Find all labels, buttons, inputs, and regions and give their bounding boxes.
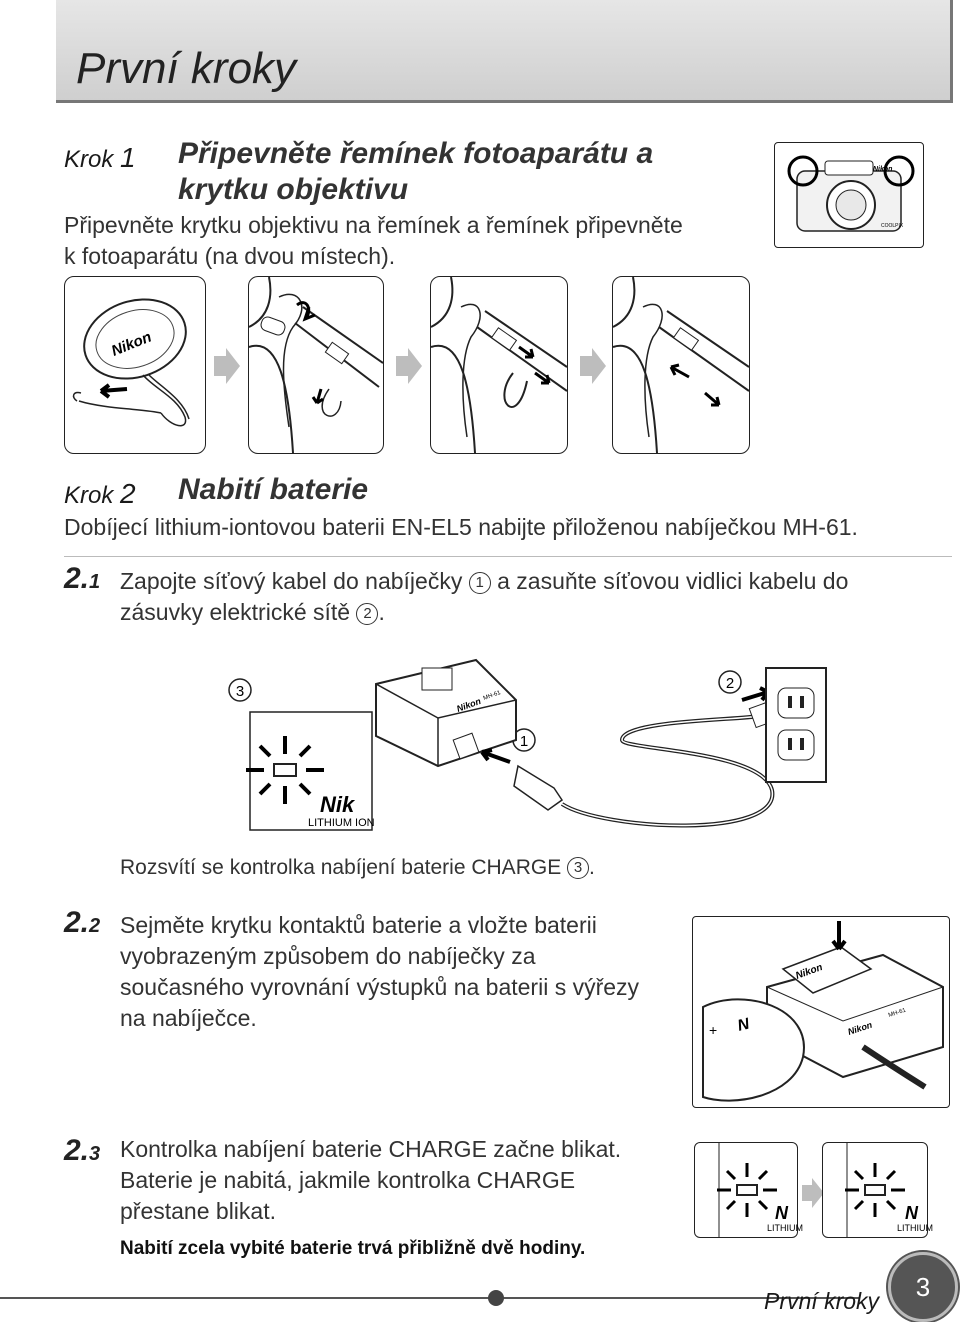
step1-text-line1: Připevněte krytku objektivu na řemínek a řemínek připevněte (64, 212, 683, 238)
strap-figure-1 (64, 276, 206, 454)
step1-heading-line2: krytku objektivu (178, 173, 409, 206)
sub22-text (120, 910, 639, 1034)
step-number: 1 (120, 142, 136, 173)
camera-brand-text: Nikon (873, 166, 893, 173)
strap-figure-3 (430, 276, 568, 454)
sub23-line: Kontrolka nabíjení baterie CHARGE začne blikat. (120, 1136, 622, 1162)
sub22-line: na nabíječce. (120, 1005, 257, 1031)
sub23-text (120, 1134, 621, 1227)
inset-brand: Nik (320, 792, 355, 817)
strap-figure-2 (248, 276, 384, 454)
battery-brand: Nikon (794, 961, 825, 982)
step1-heading (178, 136, 653, 208)
callout-1-marker: 1 (519, 733, 529, 750)
sub23-line: Baterie je nabitá, jakmile kontrolka CHARGE (120, 1167, 576, 1193)
strap-step4-illustration (613, 277, 749, 453)
substep-number (64, 906, 100, 940)
sub21-line1-a: Zapojte síťový kabel do nabíječky (120, 568, 463, 594)
brand-partial: N (775, 1203, 788, 1223)
footer-dot-icon (488, 1290, 504, 1306)
charge-time-note: Nabití zcela vybité baterie trvá přibližně dvě hodiny. (120, 1238, 586, 1259)
callout-3: 3 (567, 857, 589, 879)
charger-model: MH-61 (482, 690, 502, 702)
substep-number (64, 562, 100, 596)
strap-step2-illustration (249, 277, 383, 453)
page-title: První kroky (76, 44, 297, 93)
step2-text: Dobíjecí lithium-iontovou baterii EN-EL5 nabijte přiloženou nabíječkou MH-61. (64, 514, 858, 540)
charger-model: MH-61 (887, 1007, 907, 1019)
step-word: Krok (64, 146, 114, 173)
lens-cap-illustration (65, 277, 205, 453)
substep-main: 2. (64, 906, 90, 939)
sub21-caption (120, 852, 595, 883)
sub21-text (120, 566, 848, 628)
charger-brand: Nikon (455, 695, 483, 714)
indicator-steady-figure (822, 1142, 933, 1238)
caption-text: Rozsvítí se kontrolka nabíjení baterie CHARGE (120, 856, 562, 879)
caption-end: . (589, 856, 595, 879)
substep-minor: 3 (89, 1143, 101, 1165)
indicator-steady-illustration (823, 1143, 933, 1237)
lens-cap-brand: Nikon (109, 328, 155, 360)
brand-partial: N (905, 1203, 918, 1223)
step2-heading: Nabití baterie (178, 473, 369, 506)
sub22-line: Sejměte krytku kontaktů baterie a vložte baterii (120, 912, 597, 938)
indicator-blinking-illustration (695, 1143, 803, 1237)
battery-insert-figure (692, 916, 950, 1108)
sub21-line2-a: zásuvky elektrické sítě (120, 599, 351, 625)
substep-main: 2. (64, 562, 90, 595)
substep-number (64, 1134, 100, 1168)
camera-figure (774, 142, 924, 248)
plus-icon: + (709, 1022, 718, 1038)
charger-brand: Nikon (846, 1019, 874, 1037)
sub21-line1 (120, 566, 848, 597)
strap-step3-illustration (431, 277, 567, 453)
divider (64, 556, 952, 557)
page-number: 3 (888, 1252, 958, 1322)
arrow-right-icon (212, 346, 242, 386)
callout-2: 2 (356, 603, 378, 625)
arrow-right-icon (394, 346, 424, 386)
callout-3-marker: 3 (235, 683, 245, 700)
camera-model-text: COOLPIX (881, 223, 904, 229)
step1-heading-line1: Připevněte řemínek fotoaparátu a (178, 137, 654, 170)
substep-main: 2. (64, 1134, 90, 1167)
strap-figure-4 (612, 276, 750, 454)
callout-2-marker: 2 (725, 675, 735, 692)
camera-illustration (775, 143, 923, 247)
lithium-label: LITHIUM (897, 1223, 933, 1233)
step2-label (64, 478, 136, 510)
step2-word: Krok (64, 482, 114, 509)
sub23-line: přestane blikat. (120, 1198, 276, 1224)
callout-1: 1 (469, 572, 491, 594)
battery-insert-illustration (693, 917, 949, 1107)
sub21-line2-b: . (378, 599, 385, 625)
indicator-blinking-figure (694, 1142, 803, 1238)
inset-lithium: LITHIUM ION (308, 817, 375, 829)
footer-rule (0, 1297, 860, 1299)
step1-text-line2: k fotoaparátu (na dvou místech). (64, 243, 396, 269)
substep-minor: 2 (89, 915, 101, 937)
sub22-line: vyobrazeným způsobem do nabíječky za (120, 943, 536, 969)
charger-outlet-illustration (222, 640, 842, 840)
step2-number: 2 (120, 478, 136, 509)
lithium-label: LITHIUM (767, 1223, 803, 1233)
step-label (64, 142, 136, 174)
arrow-right-icon (578, 346, 608, 386)
substep-minor: 1 (89, 571, 101, 593)
sub22-line: současného vyrovnání výstupků na baterii s výřezy (120, 974, 640, 1000)
footer-section-title: První kroky (764, 1288, 880, 1314)
step1-text (64, 210, 683, 272)
sub21-line2 (120, 597, 848, 628)
sub21-line1-b: a zasuňte síťovou vidlici kabelu do (497, 568, 849, 594)
inset-brand: N (735, 1015, 752, 1035)
